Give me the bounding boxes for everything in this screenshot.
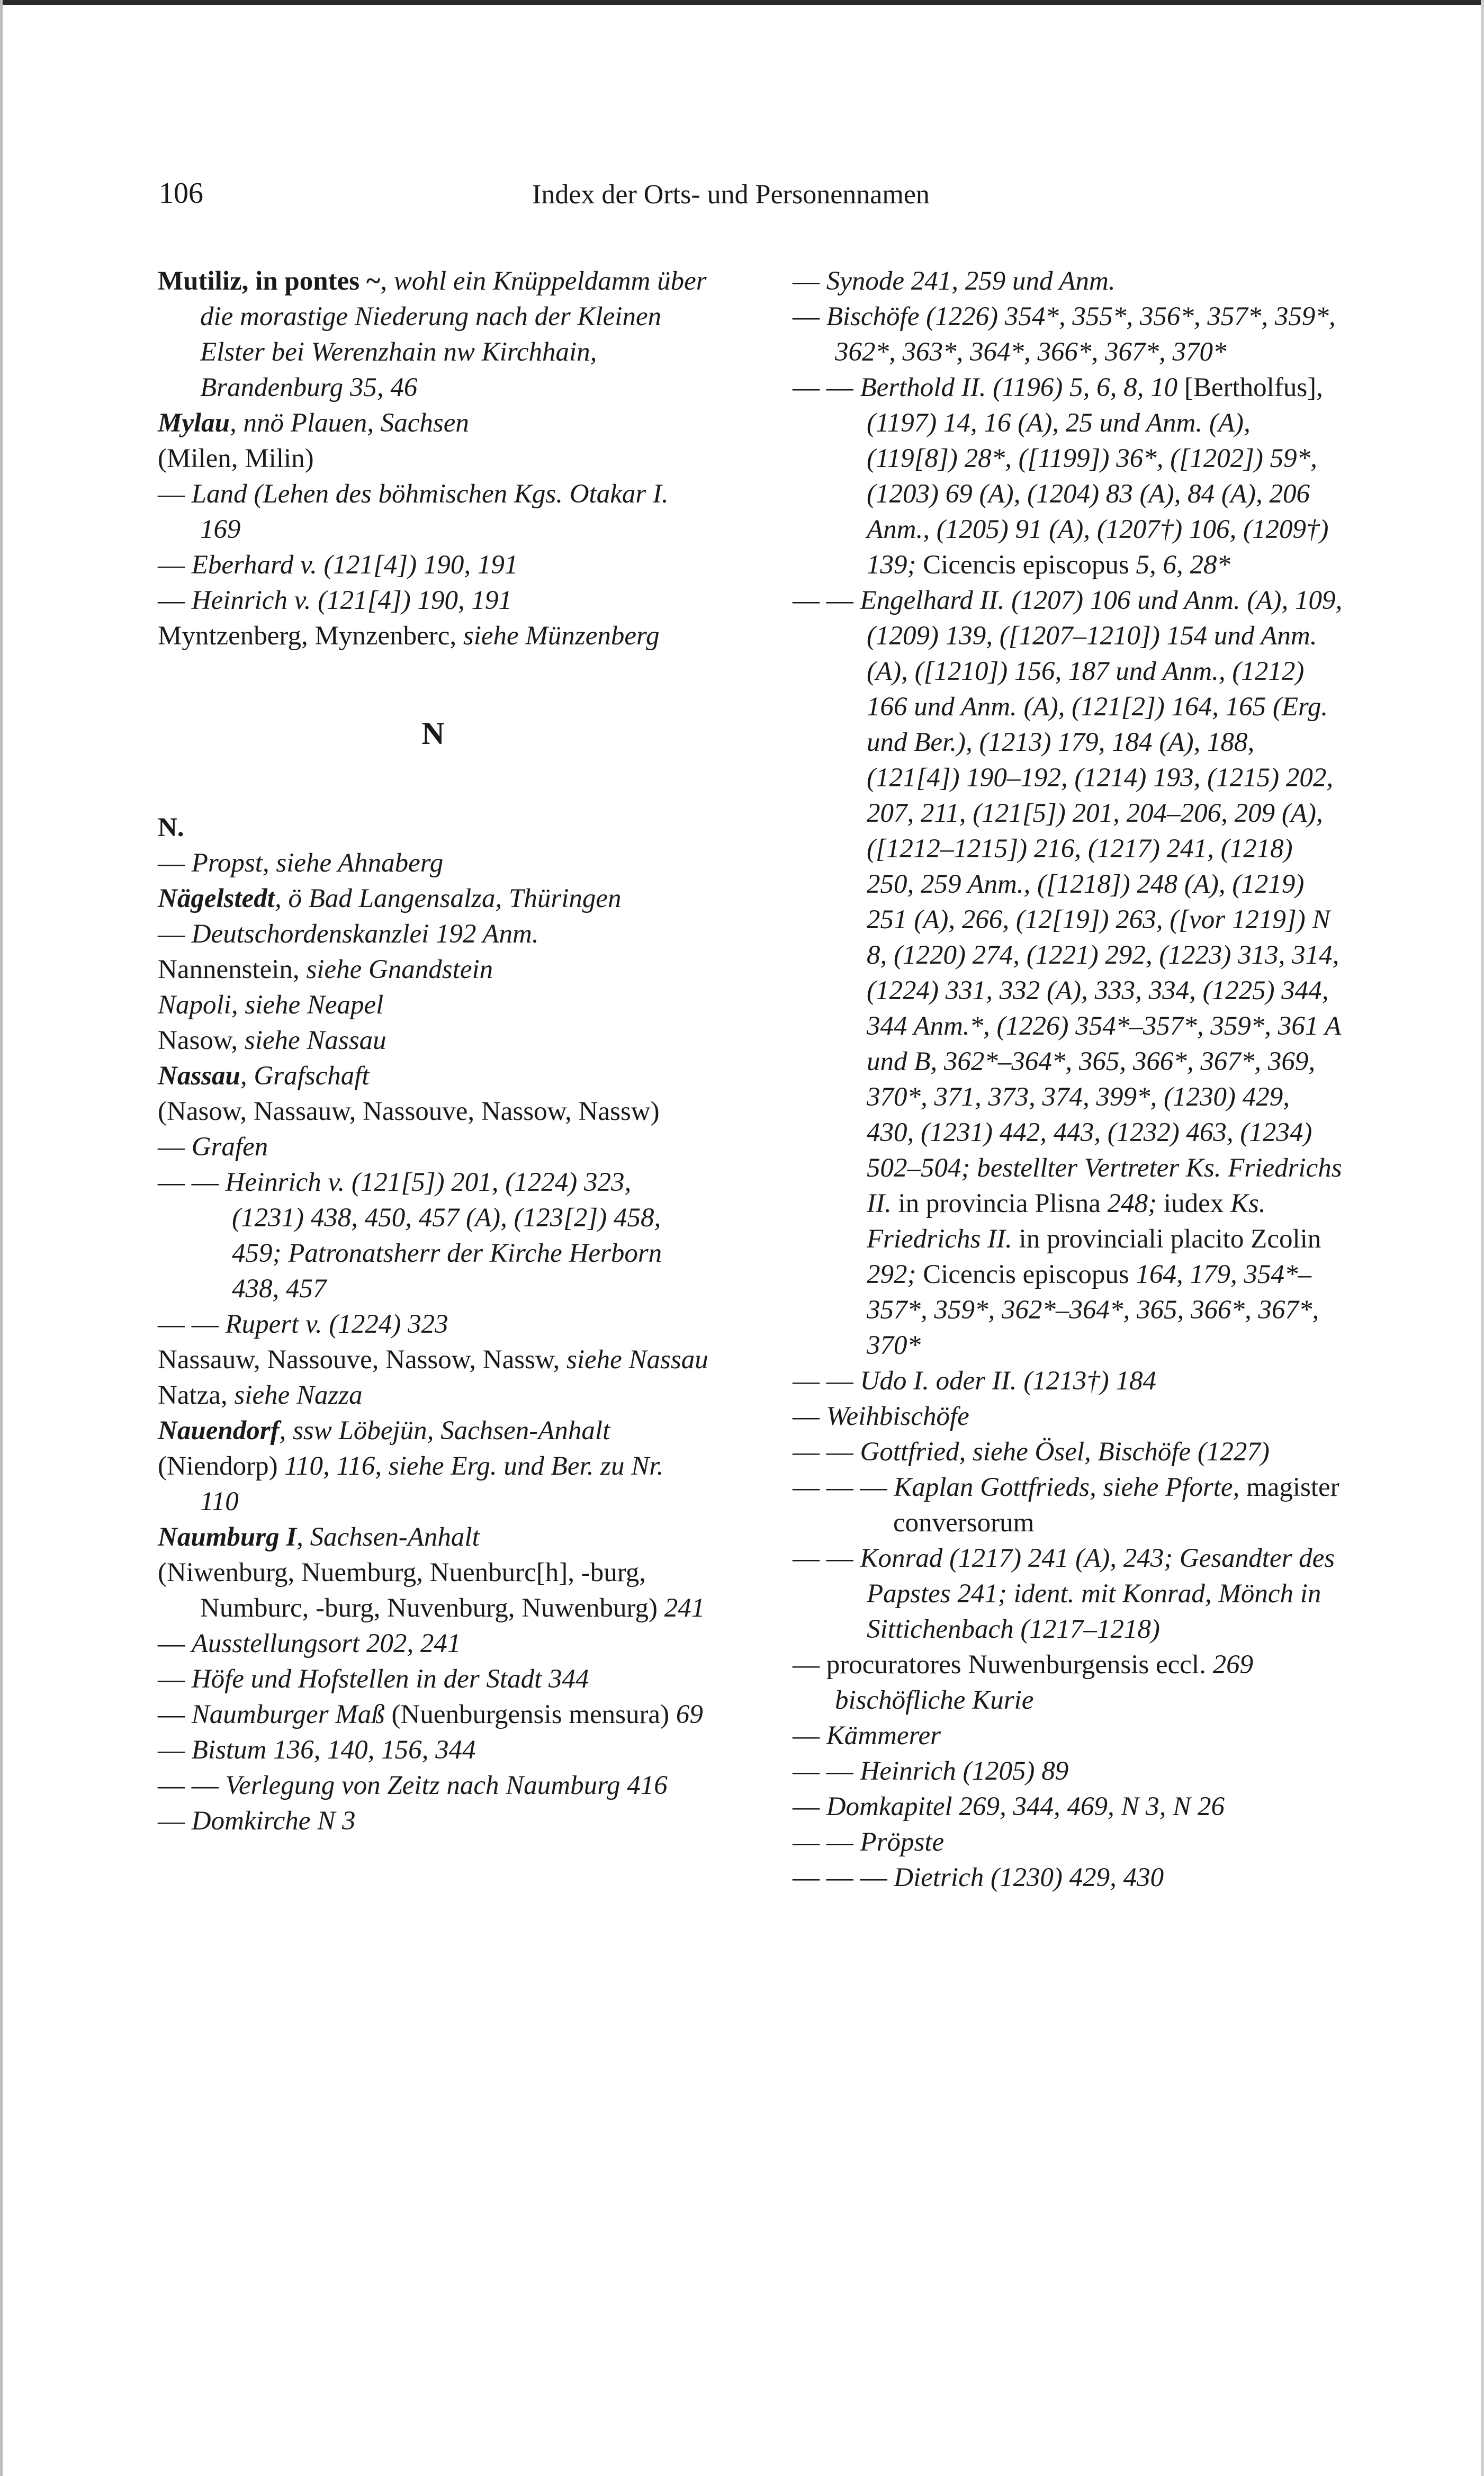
entry-text: — — [793,1366,860,1396]
index-entry [158,406,708,441]
entry-text: Propst, siehe Ahnaberg [191,848,444,878]
entry-text: , nnö Plauen, Sachsen [230,408,469,438]
entry-text: siehe Nassau [566,1345,708,1375]
entry-text: 292; [867,1260,923,1289]
index-entry [158,1378,708,1413]
running-title: Index der Orts- und Personennamen [532,180,930,210]
entry-text: — — — [793,1473,894,1502]
index-block [158,264,714,654]
index-entry [158,1733,708,1768]
entry-text: — [158,1664,192,1694]
entry-text: siehe Gnandstein [306,955,493,984]
entry-text: 164, 179, 354*–357*, 359*, 362*–364*, 365, 366*, 367*, 370* [867,1260,1326,1360]
index-entry [158,988,708,1023]
entry-text: Kämmerer [826,1721,941,1751]
index-entry [158,1768,708,1804]
entry-text: 248; [1107,1189,1164,1218]
index-entry [158,1662,708,1697]
index-entry [793,299,1343,370]
entry-text: (Niwenburg, Nuemburg, Nuenburc[h], -burg, Numburc, -burg, Nuvenburg, Nuwenburg) [158,1558,664,1623]
index-block [158,810,708,1839]
index-entry [793,1718,1343,1754]
entry-text: — [158,1132,192,1162]
entry-text: Kaplan Gottfrieds, siehe Pforte, [894,1473,1247,1502]
entry-text: Bistum 136, 140, 156, 344 [191,1735,476,1765]
index-entry [793,370,1343,583]
index-entry [158,1023,708,1058]
entry-text: Domkapitel 269, 344, 469, N 3, N 26 [826,1792,1225,1822]
entry-text: — [158,586,192,615]
entry-text: Ks. Friedrichs II. [867,1189,1273,1254]
entry-text: — — [793,1756,860,1786]
entry-text: — — [158,1168,226,1197]
entry-text: Engelhard II. (1207) 106 und Anm. (A), 109, (1209) 139, ([1207–1210]) 154 und Anm. (A), ([1210]) 156, 187 und Anm., (1212) 166 und Anm. (A), (121[2]) 164, 165 (Erg. und Ber.), (1213) 179, 184 (A), 188, (121[4]) 190–192, (1214) 193, (1215) 202, 207, 211, (121[5]) 201, 204–206, 209 (A), ([1212–1215]) 216, (1217) 241, (1218) 250, 259 Anm., ([1218]) 248 (A), (1219) 251 (A), 266, (12[19]) 263, ([vor 1219]) N 8, (1220) 274, (1221) 292, (1223) 313, 314, (1224) 331, 332 (A), 333, 334, (1225) 344, 344 Anm.*, (1226) 354*–357*, 359*, 361 A und B, 362*–364*, 365, 366*, 367*, 369, 370*, 371, 373, 374, 399*, (1230) 429, 430, (1231) 442, 443, (1232) 463, (1234) 502–504; bestellter Vertreter Ks. Friedrichs II. [860,586,1350,1218]
entry-text: wohl ein Knüppeldamm über die morastige Niederung nach der Kleinen Elster bei Werenzhain nw Kirchhain, Brandenburg 35, 46 [200,266,714,402]
entry-text: Land (Lehen des böhmischen Kgs. Otakar I. 169 [191,479,676,544]
entry-text: Deutschordenskanzlei 192 Anm. [191,919,539,949]
entry-text: 269 bischöfliche Kurie [835,1650,1260,1715]
page-number: 106 [159,177,203,210]
index-entry [158,1342,708,1378]
entry-text: procuratores Nuwenburgensis eccl. [826,1650,1213,1680]
entry-text: — — — [793,1863,894,1892]
right-column [793,264,1350,1896]
entry-text: Natza, [158,1380,235,1410]
entry-text: — [793,1650,826,1680]
entry-text: Udo I. oder II. (1213†) 184 [860,1366,1156,1396]
index-entry [793,1434,1343,1470]
entry-text: Gottfried, siehe Ösel, Bischöfe (1227) [860,1437,1270,1467]
entry-text: 241 [664,1593,705,1623]
index-entry [158,477,708,548]
entry-text: Verlegung von Zeitz nach Naumburg 416 [225,1771,668,1800]
entry-text: Rupert v. (1224) 323 [225,1309,448,1339]
entry-text: Ausstellungsort 202, 241 [191,1629,461,1658]
entry-text: — [793,266,826,296]
entry-text: 110, 116, siehe Erg. und Ber. zu Nr. 110 [200,1451,670,1517]
entry-text: Nassauw, Nassouve, Nassow, Nassw, [158,1345,566,1375]
page-right-edge [1481,0,1484,2476]
index-entry [793,1789,1343,1825]
entry-text: Nasow, [158,1026,245,1055]
entry-text: — [793,1792,826,1822]
entry-text: in provincia Plisna [898,1189,1108,1218]
entry-text: Grafen [191,1132,268,1162]
index-entry [158,1058,708,1094]
index-entry [158,1094,708,1129]
index-entry [793,1399,1343,1434]
index-entry [158,1804,708,1839]
index-entry [158,952,708,988]
index-entry [158,846,708,881]
index-entry [793,1754,1343,1789]
entry-text: Dietrich (1230) 429, 430 [894,1863,1164,1892]
index-entry [158,548,708,583]
entry-text: — — [793,373,860,402]
entry-text: Nannenstein, [158,955,307,984]
index-entry [793,1825,1343,1860]
index-entry [158,1413,708,1449]
section-letter: N [421,716,445,751]
entry-text: Cicencis episcopus [923,550,1136,580]
entry-text: Heinrich v. (121[4]) 190, 191 [191,586,512,615]
entry-text: N. [158,813,184,842]
entry-text: 5, 6, 28* [1136,550,1230,580]
entry-text: Nassau [158,1061,240,1091]
entry-text: — — [793,1437,860,1467]
page-top-edge [0,0,1484,5]
entry-text: — [158,848,192,878]
entry-text: — [158,1629,192,1658]
page-left-edge [0,0,3,2476]
index-entry [158,264,714,406]
entry-text: Weihbischöfe [826,1402,969,1431]
index-entry [793,1541,1343,1647]
entry-text: (1197) 14, 16 (A), 25 und Anm. (A), (119[8]) 28*, ([1199]) 36*, ([1202]) 59*, (1203) 69 (A), (1204) 83 (A), 84 (A), 206 Anm., (1205) 91 (A), (1207†) 106, (1209†) 139; [867,408,1336,580]
entry-text: , ö Bad Langensalza, Thüringen [274,884,622,913]
index-entry [158,618,708,654]
index-entry [158,583,708,618]
entry-text: Nauendorf [158,1416,280,1446]
index-entry [793,1470,1346,1541]
entry-text: Heinrich v. (121[5]) 201, (1224) 323, (1231) 438, 450, 457 (A), (123[2]) 458, 459; Patronatsherr der Kirche Herborn 438, 457 [225,1168,669,1304]
entry-text: — — [793,1827,860,1857]
entry-text: Mutiliz, in pontes ~ [158,266,381,296]
entry-text: siehe Nassau [244,1026,386,1055]
index-entry [158,1697,708,1733]
index-entry [158,1165,708,1307]
entry-text: , [380,266,394,296]
entry-text: — [158,1735,192,1765]
entry-text: siehe Nazza [234,1380,363,1410]
index-entry [158,917,708,952]
entry-text: Naumburger Maß [191,1700,385,1729]
entry-text: — — [793,1544,860,1573]
entry-text: magister conversorum [893,1473,1346,1538]
entry-text: Nägelstedt [158,884,275,913]
entry-text: — [158,1700,192,1729]
entry-text: — — [158,1771,226,1800]
entry-text: , Grafschaft [240,1061,370,1091]
index-entry [158,1520,708,1555]
entry-text: iudex [1163,1189,1230,1218]
index-entry [793,1647,1343,1718]
index-entry [158,1307,708,1342]
entry-text: Cicencis episcopus [923,1260,1136,1289]
entry-text: Heinrich (1205) 89 [860,1756,1069,1786]
index-entry [793,1363,1343,1399]
index-entry [158,1555,708,1626]
index-entry [158,1626,708,1662]
left-column [158,264,714,1839]
entry-text: 69 [676,1700,703,1729]
index-entry [158,810,708,846]
entry-text: Eberhard v. (121[4]) 190, 191 [191,550,518,580]
index-entry [158,1129,708,1165]
entry-text: Myntzenberg, Mynzenberc, [158,621,463,651]
entry-text: siehe Münzenberg [463,621,660,651]
index-entry [158,441,708,477]
entry-text: Napoli, siehe Neapel [158,990,384,1020]
entry-text: Höfe und Hofstellen in der Stadt 344 [191,1664,589,1694]
entry-text: — [158,919,192,949]
index-entry [158,1449,708,1520]
entry-text: (Niendorp) [158,1451,285,1481]
entry-text: Mylau [158,408,230,438]
index-entry [158,881,708,917]
index-entry [793,583,1350,1363]
entry-text: [Bertholfus], [1184,373,1330,402]
entry-text: — [158,1806,192,1836]
entry-text: Konrad (1217) 241 (A), 243; Gesandter des Papstes 241; ident. mit Konrad, Mönch in Sittichenbach (1217–1218) [860,1544,1342,1644]
index-entry [793,1860,1343,1896]
entry-text: — — [793,586,860,615]
entry-text: Pröpste [860,1827,945,1857]
entry-text: Berthold II. (1196) 5, 6, 8, 10 [860,373,1184,402]
entry-text: (Nasow, Nassauw, Nassouve, Nassow, Nassw) [158,1097,660,1126]
entry-text: (Nuenburgensis mensura) [384,1700,676,1729]
entry-text: — [158,550,192,580]
entry-text: Synode 241, 259 und Anm. [826,266,1116,296]
entry-text: — [793,1721,826,1751]
entry-text: (Milen, Milin) [158,444,314,473]
index-entry [793,264,1343,299]
entry-text: — [793,1402,826,1431]
entry-text: Bischöfe (1226) 354*, 355*, 356*, 357*, 359*, 362*, 363*, 364*, 366*, 367*, 370* [826,302,1343,367]
entry-text: — — [158,1309,226,1339]
entry-text: — [793,302,826,331]
entry-text: — [158,479,192,509]
entry-text: , Sachsen-Anhalt [296,1522,480,1552]
entry-text: , ssw Löbejün, Sachsen-Anhalt [279,1416,610,1446]
entry-text: Domkirche N 3 [191,1806,356,1836]
entry-text: in provinciali placito Zcolin [1019,1224,1328,1254]
entry-text: Naumburg I [158,1522,297,1552]
